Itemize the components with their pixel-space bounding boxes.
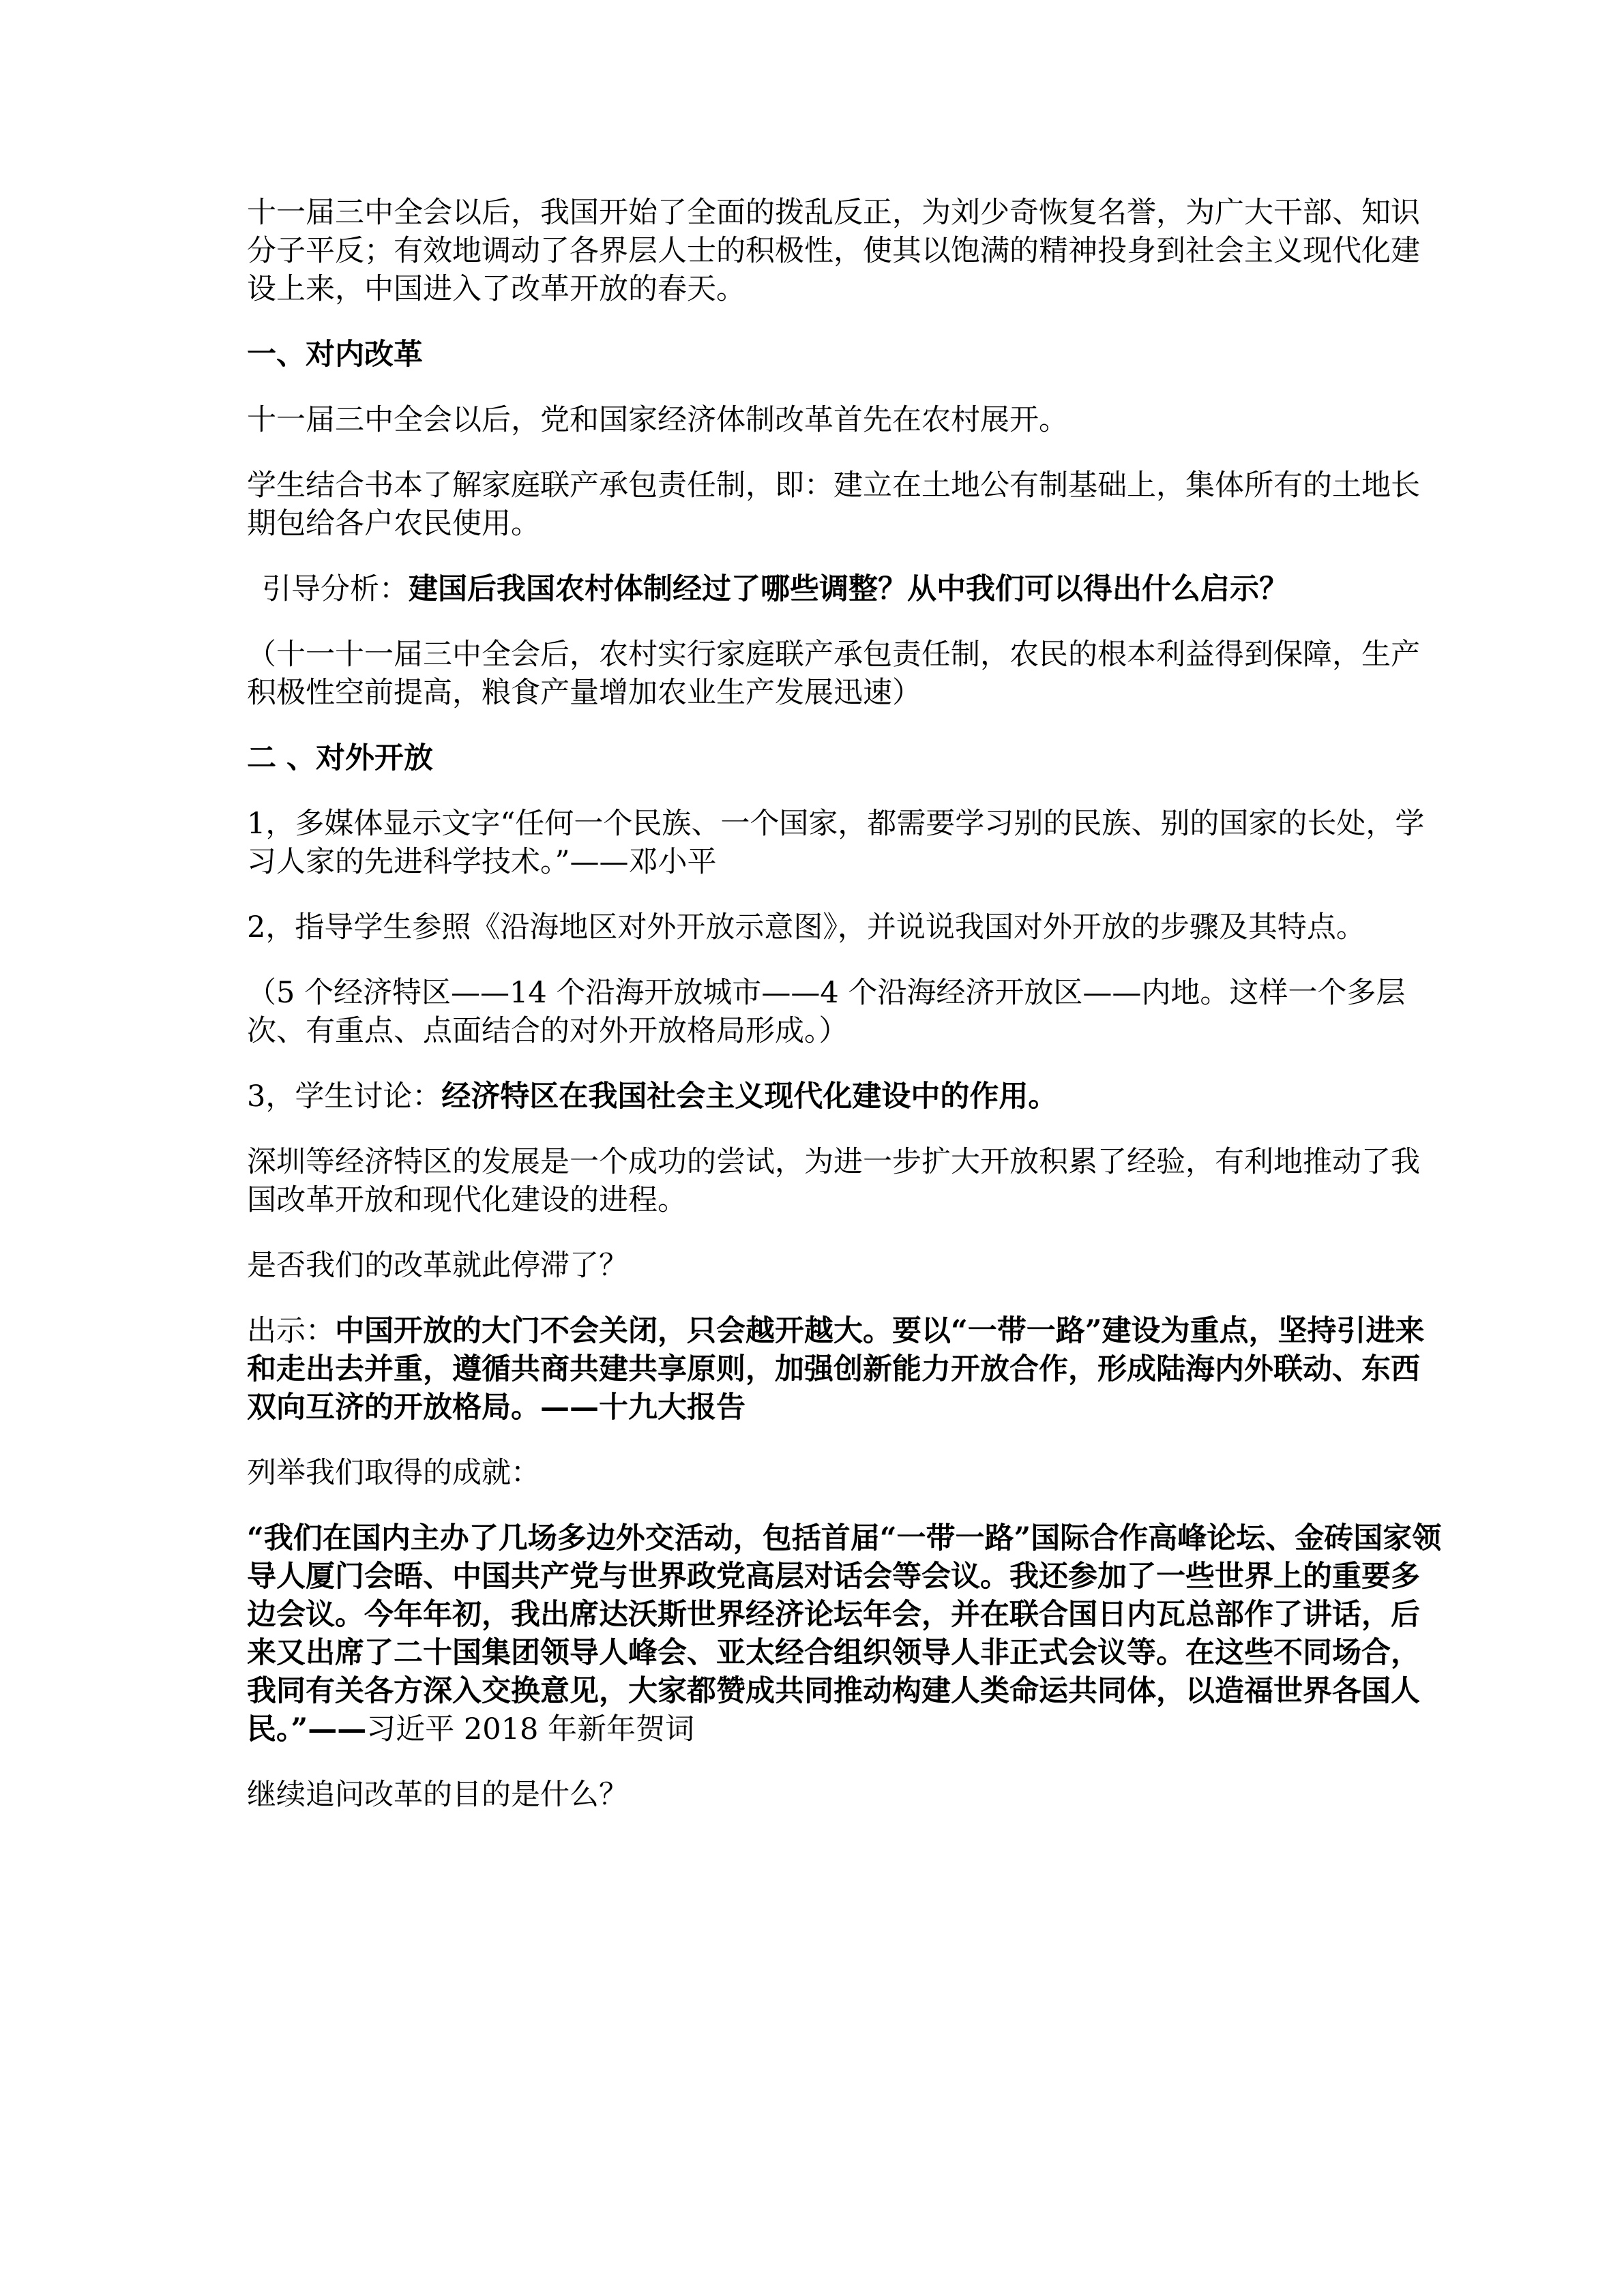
paragraph-question-stagnation: 是否我们的改革就此停滞了？: [247, 1249, 628, 1283]
paragraph-household-responsibility: 学生结合书本了解家庭联产承包责任制，即：建立在土地公有制基础上，集体所有的土地长期包给各户农民使用。: [247, 468, 1420, 541]
report-label: 出示：: [247, 1314, 335, 1348]
guided-analysis-question: 建国后我国农村体制经过了哪些调整？从中我们可以得出什么启示？: [409, 572, 1288, 606]
guided-analysis-label: 引导分析：: [262, 572, 409, 606]
speech-source: 习近平 2018 年新年贺词: [366, 1712, 695, 1746]
paragraph-student-discussion: [247, 1077, 1447, 1116]
paragraph-19th-report: [247, 1312, 1447, 1427]
paragraph-opening-steps: （5 个经济特区——14 个沿海开放城市——4 个沿海经济开放区——内地。这样一个多层次、有重点、点面结合的对外开放格局形成。）: [247, 976, 1406, 1048]
paragraph-guided-analysis: [247, 570, 1447, 608]
section-heading-opening-up: 二 、对外开放: [247, 741, 433, 775]
paragraph-reform-purpose: 继续追问改革的目的是什么？: [247, 1778, 628, 1812]
discussion-label: 3，学生讨论：: [247, 1079, 442, 1114]
paragraph-analysis-answer: （十一十一届三中全会后，农村实行家庭联产承包责任制，农民的根本利益得到保障，生产积极性空前提高，粮食产量增加农业生产发展迅速）: [247, 638, 1420, 710]
report-quote: 中国开放的大门不会关闭，只会越开越大。要以“一带一路”建设为重点，坚持引进来和走出去并重，遵循共商共建共享原则，加强创新能力开放合作，形成陆海内外联动、东西双向互济的开放格局。——十九大报告: [247, 1314, 1425, 1425]
section-heading-internal-reform: 一、对内改革: [247, 338, 423, 372]
paragraph-achievements-intro: 列举我们取得的成就：: [247, 1456, 540, 1490]
paragraph-new-year-speech: [247, 1519, 1447, 1748]
document-body: [247, 194, 1447, 1841]
paragraph-coastal-map: 2，指导学生参照《沿海地区对外开放示意图》，并说说我国对外开放的步骤及其特点。: [247, 910, 1365, 944]
paragraph-deng-quote: 1，多媒体显示文字“任何一个民族、一个国家，都需要学习别的民族、别的国家的长处，学习人家的先进科学技术。”——邓小平: [247, 807, 1425, 879]
paragraph-rural-reform: 十一届三中全会以后，党和国家经济体制改革首先在农村展开。: [247, 403, 1068, 437]
discussion-topic: 经济特区在我国社会主义现代化建设中的作用。: [441, 1079, 1058, 1114]
speech-quote: “我们在国内主办了几场多边外交活动，包括首届“一带一路”国际合作高峰论坛、金砖国家领导人厦门会晤、中国共产党与世界政党高层对话会等会议。我还参加了一些世界上的重要多边会议。今年年初，我出席达沃斯世界经济论坛年会，并在联合国日内瓦总部作了讲话，后来又出席了二十国集团领导人峰会、亚太经合组织领导人非正式会议等。在这些不同场合，我同有关各方深入交换意见，大家都赞成共同推动构建人类命运共同体，以造福世界各国人民。”——: [247, 1521, 1442, 1746]
intro-paragraph: 十一届三中全会以后，我国开始了全面的拨乱反正，为刘少奇恢复名誉，为广大干部、知识分子平反；有效地调动了各界层人士的积极性，使其以饱满的精神投身到社会主义现代化建设上来，中国进入了改革开放的春天。: [247, 196, 1420, 306]
paragraph-shenzhen: 深圳等经济特区的发展是一个成功的尝试，为进一步扩大开放积累了经验，有利地推动了我国改革开放和现代化建设的进程。: [247, 1145, 1420, 1217]
